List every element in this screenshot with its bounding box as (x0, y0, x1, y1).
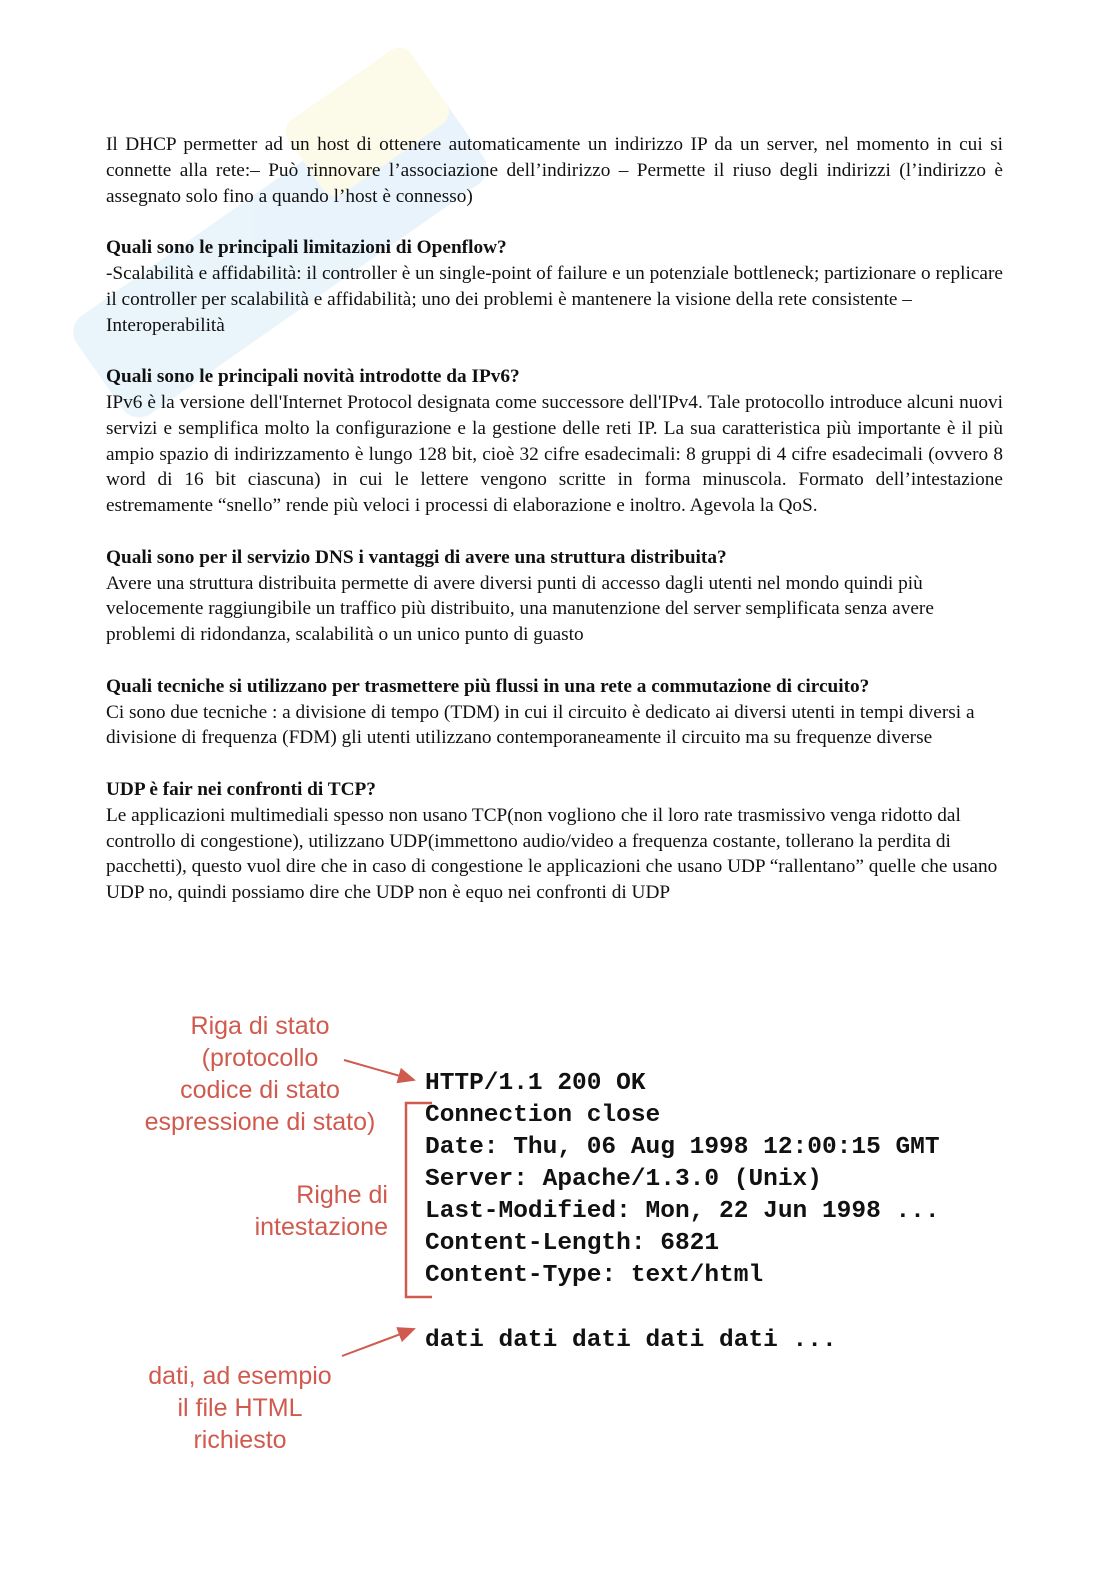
label-line: Riga di stato (190, 1012, 330, 1040)
answer-dns: Avere una struttura distribuita permette di avere diversi punti di accesso dagli utenti nel mondo quindi più velocemente raggiungibile un traffico più distribuito, una manutenzione del server semplificata senza avere problemi di ridondanza, scalabilità o un unico punto di guasto (106, 572, 934, 646)
header-bracket (406, 1103, 432, 1297)
label-line: intestazione (254, 1213, 388, 1241)
dhcp-paragraph: Il DHCP permetter ad un host di ottenere automaticamente un indirizzo IP da un server, nel momento in cui si connette alla rete:– Può rinnovare l’associazione dell’indirizzo – Permette il riuso degli indirizzi (l’indirizzo è assegnato solo fino a quando l’host è connesso) (106, 134, 1003, 207)
status-line: HTTP/1.1 200 OK (425, 1070, 646, 1097)
header-line: Content-Length: 6821 (425, 1230, 720, 1257)
question-dns: Quali sono per il servizio DNS i vantaggi di avere una struttura distribuita? (106, 546, 727, 568)
label-line: espressione di stato) (144, 1108, 376, 1136)
header-line: Connection close (425, 1102, 661, 1129)
question-openflow: Quali sono le principali limitazioni di Openflow? (106, 237, 507, 259)
data-label (110, 1360, 370, 1456)
data-line: dati dati dati dati dati ... (425, 1327, 837, 1354)
question-ipv6: Quali sono le principali novità introdotte da IPv6? (106, 366, 520, 388)
header-line: Server: Apache/1.3.0 (Unix) (425, 1166, 822, 1193)
header-line: Last-Modified: Mon, 22 Jun 1998 ... (425, 1198, 940, 1225)
document-body (106, 132, 1003, 906)
label-line: Righe di (296, 1181, 388, 1209)
header-line: Date: Thu, 06 Aug 1998 12:00:15 GMT (425, 1134, 940, 1161)
answer-ipv6: IPv6 è la versione dell'Internet Protocol designata come successore dell'IPv4. Tale protocollo introduce alcuni nuovi servizi e semplifica molto la configurazione e la gestione delle reti IP. La sua caratteristica più importante è il più ampio spazio di indirizzamento è lungo 128 bit, cioè 32 cifre esadecimali: 8 gruppi di 4 cifre esadecimali (ovvero 8 word di 16 bit ciascuna) in cui le lettere vengono scritte in forma minuscola. Formato dell’intestazione estremamente “snello” rende più veloci i processi di elaborazione e inoltro. Agevola la QoS. (106, 391, 1003, 517)
header-line: Content-Type: text/html (425, 1262, 764, 1289)
data-arrow (342, 1329, 414, 1356)
label-line: dati, ad esempio (148, 1362, 332, 1390)
label-line: il file HTML (177, 1394, 303, 1422)
status-line-label (130, 1010, 390, 1138)
question-circuit: Quali tecniche si utilizzano per trasmettere più flussi in una rete a commutazione di circuito? (106, 675, 870, 697)
header-lines-label (190, 1179, 388, 1243)
status-arrow (344, 1060, 414, 1080)
label-line: richiesto (193, 1426, 287, 1454)
question-udp: UDP è fair nei confronti di TCP? (106, 778, 376, 800)
label-line: (protocollo (201, 1044, 319, 1072)
answer-udp: Le applicazioni multimediali spesso non usano TCP(non vogliono che il loro rate trasmissivo venga ridotto dal controllo di congestione), utilizzano UDP(immettono audio/video a frequenza costante, tollerano la perdita di pacchetti), questo vuol dire che in caso di congestione le applicazioni che usano UDP “rallentano” quelle che usano UDP no, quindi possiamo dire che UDP non è equo nei confronti di UDP (106, 804, 998, 904)
answer-openflow: -Scalabilità e affidabilità: il controller è un single-point of failure e un potenziale bottleneck; partizionare o replicare il controller per scalabilità e affidabilità; uno dei problemi è mantenere la visione della rete consistente –Interoperabilità (106, 262, 1003, 336)
answer-circuit: Ci sono due tecniche : a divisione di tempo (TDM) in cui il circuito è dedicato ai diversi utenti in tempi diversi a divisione di frequenza (FDM) gli utenti utilizzano contemporaneamente il circuito ma su frequenze diverse (106, 701, 975, 749)
label-line: codice di stato (180, 1076, 340, 1104)
